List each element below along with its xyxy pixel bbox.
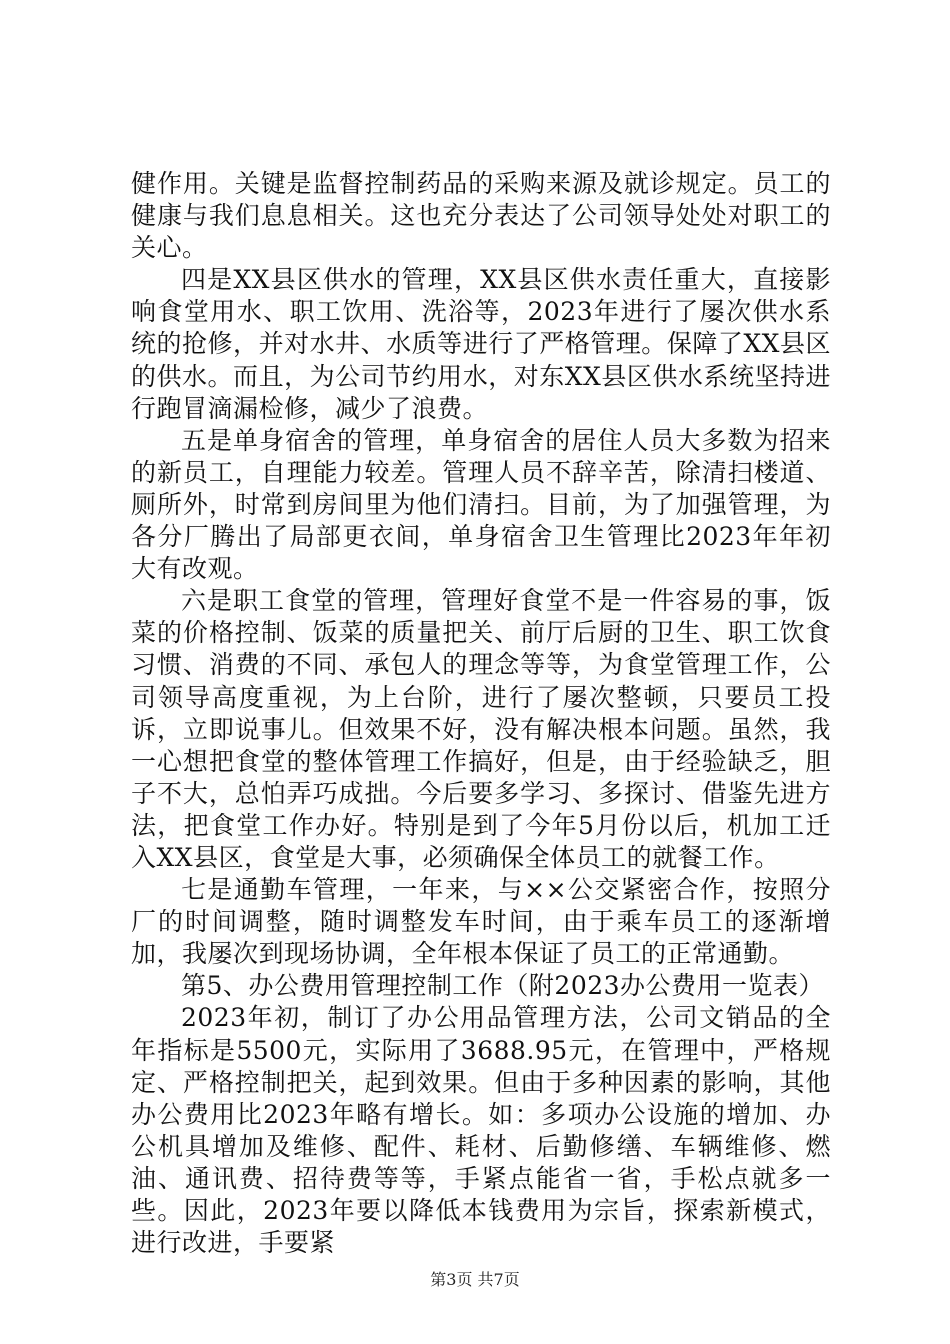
paragraph-dormitory: 五是单身宿舍的管理，单身宿舍的居住人员大多数为招来的新员工，自理能力较差。管理人员不辞辛苦，除清扫楼道、厕所外，时常到房间里为他们清扫。目前，为了加强管理，为各分厂腾出了局部更衣间，单身宿舍卫生管理比2023年年初大有改观。 [131, 425, 831, 584]
page-number-label: 第3页 共7页 [430, 1270, 520, 1289]
paragraph-health-continuation: 健作用。关键是监督控制药品的采购来源及就诊规定。员工的健康与我们息息相关。这也充分表达了公司领导处处对职工的关心。 [131, 169, 831, 263]
document-body [131, 168, 831, 1259]
page-footer [0, 1270, 950, 1290]
paragraph-office-costs: 2023年初，制订了办公用品管理方法，公司文销品的全年指标是5500元，实际用了3688.95元，在管理中，严格规定、严格控制把关，起到效果。但由于多种因素的影响，其他办公费用比2023年略有增长。如：多项办公设施的增加、办公机具增加及维修、配件、耗材、后勤修缮、车辆维修、燃油、通讯费、招待费等等，手紧点能省一省，手松点就多一些。因此，2023年要以降低本钱费用为宗旨，探索新模式，进行改进，手要紧 [131, 1003, 831, 1258]
paragraph-water-supply: 四是XX县区供水的管理，XX县区供水责任重大，直接影响食堂用水、职工饮用、洗浴等，2023年进行了屡次供水系统的抢修，并对水井、水质等进行了严格管理。保障了XX县区的供水。而且，为公司节约用水，对东XX县区供水系统坚持进行跑冒滴漏检修，减少了浪费。 [131, 265, 831, 423]
paragraph-canteen: 六是职工食堂的管理，管理好食堂不是一件容易的事，饭菜的价格控制、饭菜的质量把关、前厅后厨的卫生、职工饮食习惯、消费的不同、承包人的理念等等，为食堂管理工作，公司领导高度重视，为上台阶，进行了屡次整顿，只要员工投诉，立即说事儿。但效果不好，没有解决根本问题。虽然，我一心想把食堂的整体管理工作搞好，但是，由于经验缺乏，胆子不大，总怕弄巧成拙。今后要多学习、多探讨、借鉴先进方法，把食堂工作办好。特别是到了今年5月份以后，机加工迁入XX县区，食堂是大事，必须确保全体员工的就餐工作。 [131, 586, 831, 872]
paragraph-commute: 七是通勤车管理，一年来，与××公交紧密合作，按照分厂的时间调整，随时调整发车时间，由于乘车员工的逐渐增加，我屡次到现场协调，全年根本保证了员工的正常通勤。 [131, 875, 831, 969]
section-heading-office-costs: 第5、办公费用管理控制工作（附2023办公费用一览表） [181, 971, 825, 1001]
